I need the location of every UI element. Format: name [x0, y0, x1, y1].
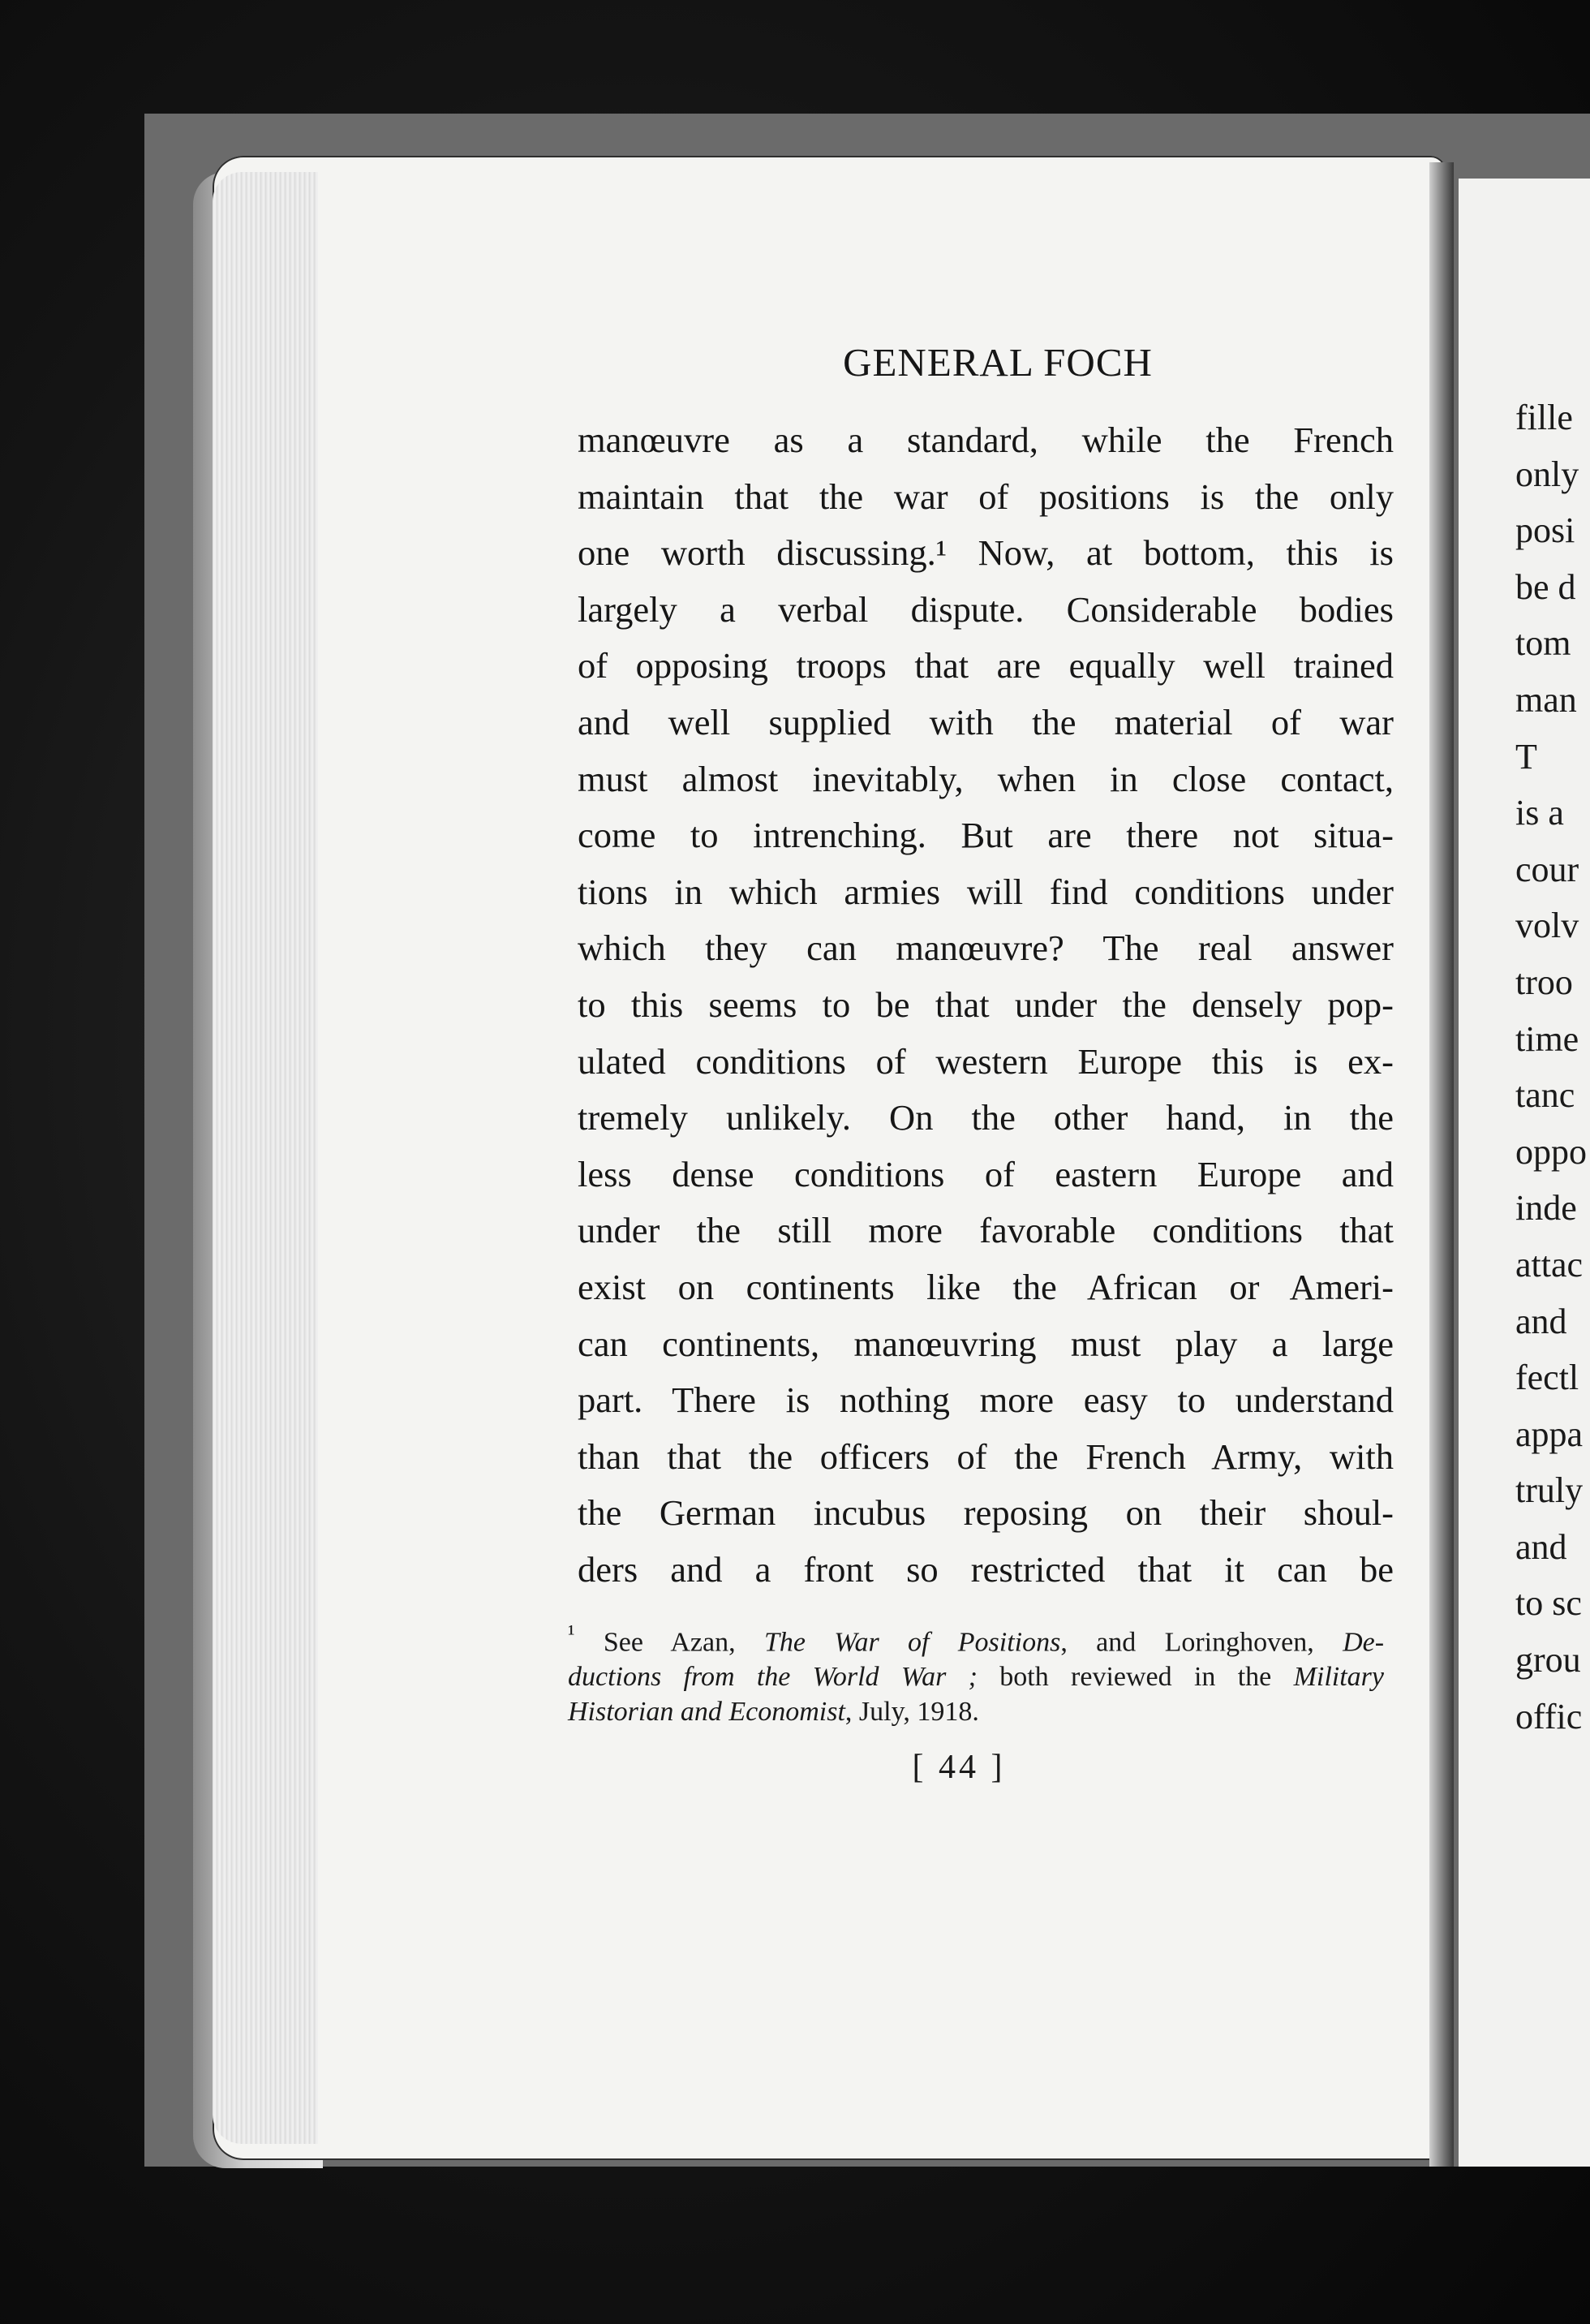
- footnote-title: De-: [1343, 1627, 1385, 1658]
- footnote-title: The War of Positions: [763, 1627, 1061, 1658]
- facing-line: truly: [1515, 1470, 1584, 1511]
- facing-line: offic: [1515, 1696, 1583, 1737]
- running-head: GENERAL FOCH: [843, 340, 1153, 385]
- facing-line: and: [1515, 1301, 1567, 1341]
- facing-line: attac: [1515, 1244, 1584, 1285]
- footnote-text: , July, 1918.: [844, 1697, 979, 1728]
- body-line: come to intrenching. But are there not situa-: [578, 815, 1394, 856]
- facing-line: is a: [1515, 793, 1564, 833]
- facing-line: grou: [1515, 1640, 1581, 1681]
- facing-line: tanc: [1515, 1075, 1575, 1116]
- footnote-text: , and Loringhoven,: [1060, 1627, 1343, 1658]
- body-line: largely a verbal dispute. Considerable bodies: [578, 588, 1394, 630]
- body-line: must almost inevitably, when in close contact,: [578, 758, 1394, 799]
- facing-line: T: [1515, 736, 1537, 777]
- footnote-title: Historian and Economist: [568, 1697, 845, 1728]
- facing-line: troo: [1515, 962, 1573, 1002]
- page-number: [ 44 ]: [912, 1749, 1006, 1786]
- book-gutter: [1429, 162, 1454, 2167]
- body-line: ders and a front so restricted that it can be: [578, 1548, 1394, 1590]
- footnote-text: See Azan,: [603, 1627, 764, 1658]
- footnote-text: both reviewed in the: [977, 1662, 1294, 1693]
- body-line: maintain that the war of positions is the only: [578, 476, 1394, 517]
- facing-line: cour: [1515, 849, 1579, 889]
- facing-line: be d: [1515, 566, 1576, 607]
- facing-line: appa: [1515, 1414, 1584, 1454]
- facing-line: fectl: [1515, 1358, 1579, 1398]
- body-line: manœuvre as a standard, while the French: [578, 420, 1394, 460]
- body-text: [578, 412, 1394, 1598]
- facing-line: only: [1515, 454, 1579, 494]
- body-line: part. There is nothing more easy to understand: [578, 1379, 1394, 1421]
- facing-line: man: [1515, 679, 1577, 720]
- facing-line: posi: [1515, 510, 1575, 551]
- footnote: [568, 1616, 1384, 1729]
- body-line: less dense conditions of eastern Europe and: [578, 1153, 1394, 1194]
- facing-line: time: [1515, 1018, 1579, 1059]
- facing-page-text: [1515, 389, 1590, 1745]
- body-line: of opposing troops that are equally well trained: [578, 645, 1394, 686]
- body-line: ulated conditions of western Europe this is ex-: [578, 1040, 1394, 1082]
- page-fore-edge: [213, 172, 318, 2144]
- facing-line: to sc: [1515, 1583, 1582, 1624]
- body-line: exist on continents like the African or Ameri-: [578, 1266, 1394, 1307]
- body-line: the German incubus reposing on their shoul-: [578, 1492, 1394, 1534]
- body-line: to this seems to be that under the densely pop-: [578, 983, 1394, 1025]
- body-line: under the still more favorable conditions that: [578, 1210, 1394, 1251]
- footnote-line: [568, 1616, 1384, 1659]
- body-line: and well supplied with the material of war: [578, 701, 1394, 742]
- body-line: than that the officers of the French Army, with: [578, 1435, 1394, 1477]
- facing-line: fille: [1515, 398, 1573, 437]
- footnote-title: ductions from the World War ;: [568, 1662, 978, 1693]
- body-line: tions in which armies will find conditions under: [578, 871, 1394, 912]
- footnote-line: [568, 1659, 1384, 1694]
- body-line: which they can manœuvre? The real answer: [578, 927, 1394, 969]
- footnote-line: [568, 1694, 1384, 1729]
- facing-line: inde: [1515, 1188, 1577, 1229]
- facing-line: and: [1515, 1526, 1567, 1567]
- footnote-title: Military: [1293, 1662, 1385, 1693]
- facing-line: tom: [1515, 623, 1571, 664]
- body-line: one worth discussing.¹ Now, at bottom, this is: [578, 532, 1394, 574]
- facing-line: oppo: [1515, 1131, 1587, 1172]
- body-line: tremely unlikely. On the other hand, in the: [578, 1097, 1394, 1138]
- facing-line: volv: [1515, 906, 1579, 946]
- footnote-marker: ¹: [568, 1621, 575, 1646]
- body-line: can continents, manœuvring must play a large: [578, 1323, 1394, 1364]
